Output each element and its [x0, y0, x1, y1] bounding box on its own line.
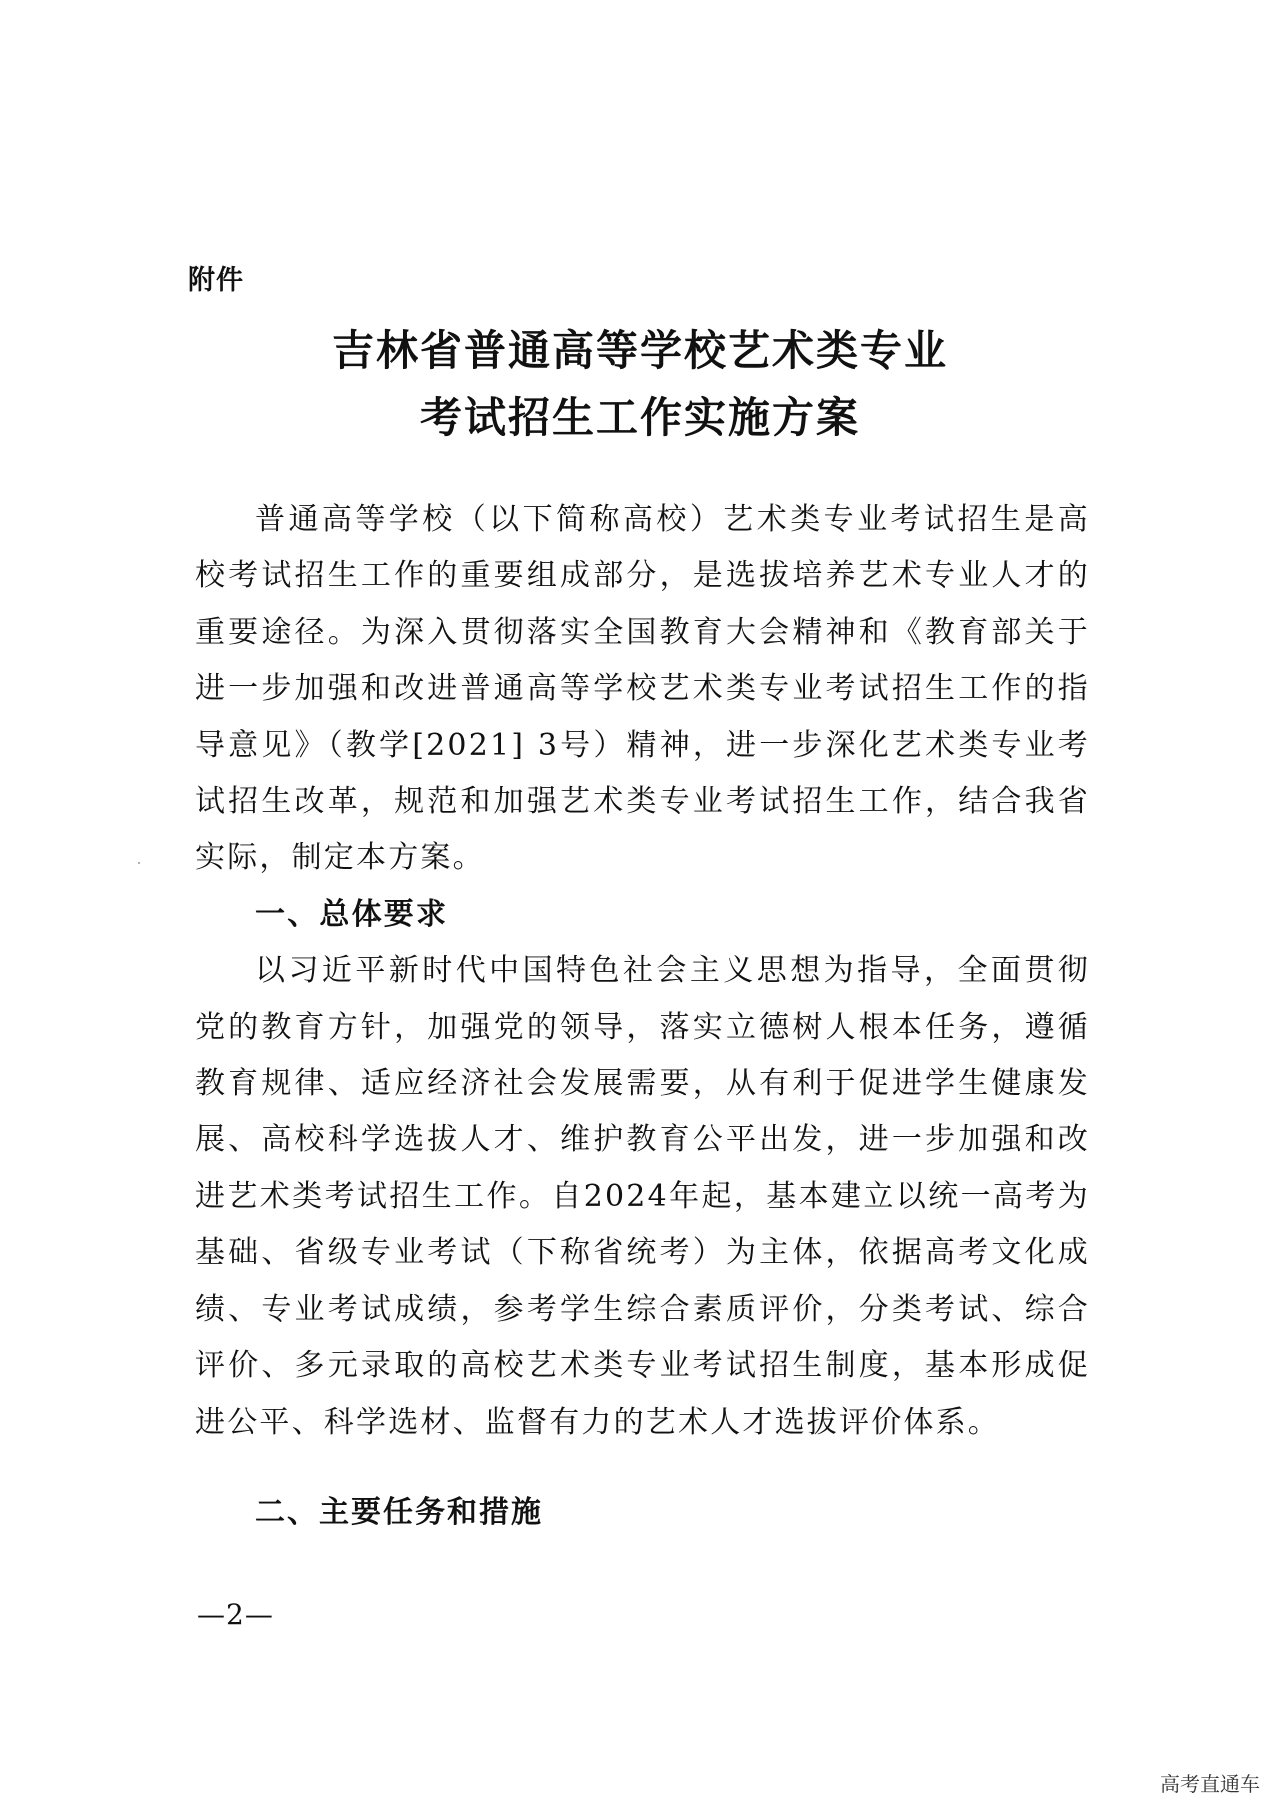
page-number: —2— — [197, 1598, 274, 1631]
document-body — [195, 492, 1090, 1451]
section1-paragraph: 以习近平新时代中国特色社会主义思想为指导，全面贯彻党的教育方针，加强党的领导，落实立德树人根本任务，遵循教育规律、适应经济社会发展需要，从有利于促进学生健康发展、高校科学选拔人才、维护教育公平出发，进一步加强和改进艺术类考试招生工作。自2024年起，基本建立以统一高考为基础、省级专业考试（下称省统考）为主体，依据高考文化成绩、专业考试成绩，参考学生综合素质评价，分类考试、综合评价、多元录取的高校艺术类专业考试招生制度，基本形成促进公平、科学选材、监督有力的艺术人才选拔评价体系。 — [195, 953, 1090, 1440]
attachment-label: 附件 — [188, 265, 244, 296]
document-title-line1: 吉林省普通高等学校艺术类专业 — [331, 326, 948, 375]
document-title-line2: 考试招生工作实施方案 — [419, 393, 860, 442]
section2-heading: 二、主要任务和措施 — [255, 1495, 543, 1530]
scan-speck — [138, 862, 140, 864]
watermark-text: 高考直通车 — [1160, 1772, 1260, 1796]
intro-paragraph: 普通高等学校（以下简称高校）艺术类专业考试招生是高校考试招生工作的重要组成部分，是选拔培养艺术专业人才的重要途径。为深入贯彻落实全国教育大会精神和《教育部关于进一步加强和改进普通高等学校艺术类专业考试招生工作的指导意见》（教学[2021] 3号）精神，进一步深化艺术类专业考试招生改革，规范和加强艺术类专业考试招生工作，结合我省实际，制定本方案。 — [195, 502, 1090, 876]
section1-heading: 一、总体要求 — [255, 896, 449, 932]
